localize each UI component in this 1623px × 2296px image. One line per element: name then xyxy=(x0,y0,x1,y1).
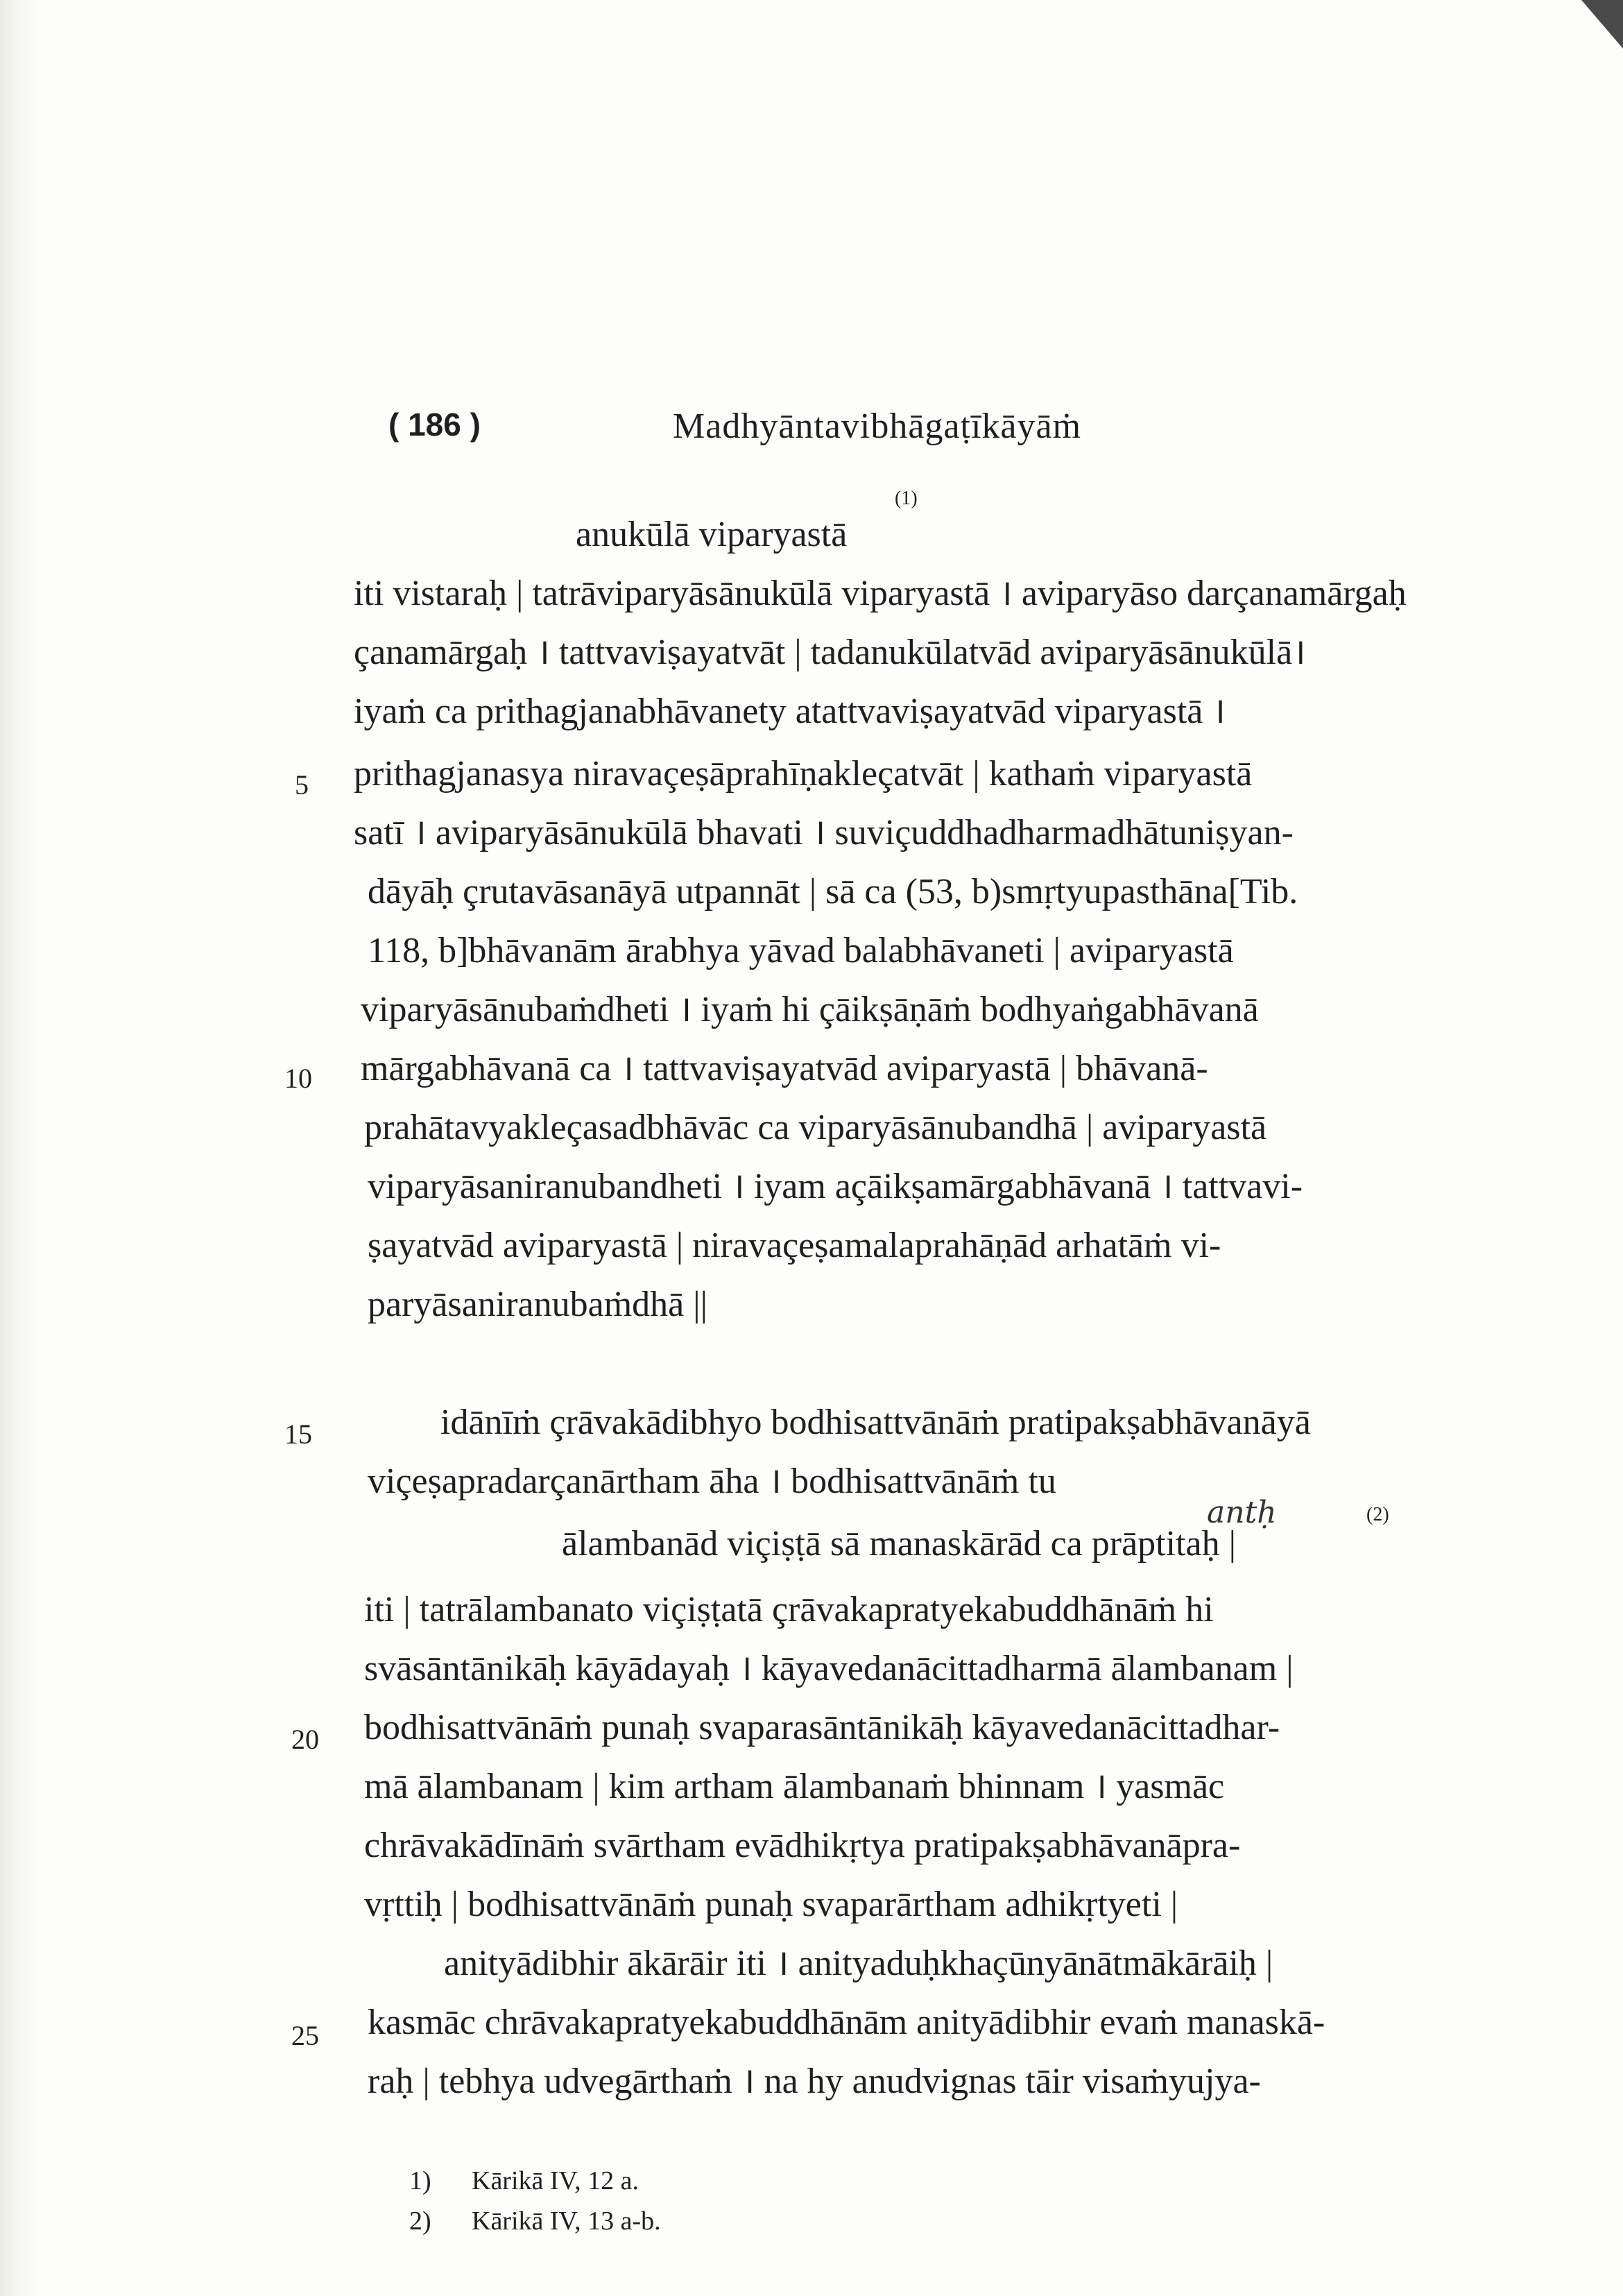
text-line: viçeṣapradarçanārtham āha । bodhisattvānāṁ tu xyxy=(368,1462,1056,1501)
footnote-number: 2) xyxy=(409,2207,431,2236)
text-line: mārgabhāvanā ca । tattvaviṣayatvād aviparyastā | bhāvanā- xyxy=(361,1049,1208,1088)
handwritten-note: antḥ xyxy=(1207,1495,1277,1530)
text-line: dāyāḥ çrutavāsanāyā utpannāt | sā ca (53, b)smṛtyupasthāna[Tib. xyxy=(368,872,1298,911)
text-line: viparyāsānubaṁdheti । iyaṁ hi çāikṣāṇāṁ bodhyaṅgabhāvanā xyxy=(361,990,1259,1029)
line-number: 20 xyxy=(291,1724,319,1755)
footnote-number: 1) xyxy=(409,2166,431,2195)
note-mark-2: (2) xyxy=(1366,1504,1389,1525)
footnote-text: Kārikā IV, 12 a. xyxy=(472,2166,639,2195)
text-line: ṣayatvād aviparyastā | niravaçeṣamalaprahāṇād arhatāṁ vi- xyxy=(368,1226,1221,1265)
line-number: 15 xyxy=(284,1419,312,1450)
text-line: paryāsaniranubaṁdhā || xyxy=(368,1285,708,1324)
text-line: iti | tatrālambanato viçiṣṭatā çrāvakapratyekabuddhānāṁ hi xyxy=(364,1590,1214,1629)
footnotes xyxy=(409,2168,661,2248)
line-number: 10 xyxy=(284,1063,312,1094)
page-number: ( 186 ) xyxy=(388,406,481,443)
footnote-text: Kārikā IV, 13 a-b. xyxy=(472,2207,661,2236)
text-line: viparyāsaniranubandheti । iyam açāikṣamārgabhāvanā । tattvavi- xyxy=(368,1167,1303,1206)
footnote xyxy=(409,2168,661,2208)
text-line: anityādibhir ākārāir iti । anityaduḥkhaçūnyānātmākārāiḥ | xyxy=(444,1944,1273,1983)
note-mark-1: (1) xyxy=(895,488,918,509)
text-line: raḥ | tebhya udvegārthaṁ । na hy anudvignas tāir visaṁyujya- xyxy=(368,2062,1261,2101)
text-line: svāsāntānikāḥ kāyādayaḥ । kāyavedanācittadharmā ālambanam | xyxy=(364,1649,1294,1688)
scan-corner xyxy=(1581,0,1623,49)
text-line: kasmāc chrāvakapratyekabuddhānām anityādibhir evaṁ manaskā- xyxy=(368,2003,1325,2042)
text-line: satī । aviparyāsānukūlā bhavati । suviçuddhadharmadhātuniṣyan- xyxy=(354,813,1294,853)
scan-shadow xyxy=(0,0,42,2296)
text-line: iyaṁ ca prithagjanabhāvanety atattvaviṣayatvād viparyastā । xyxy=(354,692,1226,731)
text-line: prahātavyakleçasadbhāvāc ca viparyāsānubandhā | aviparyastā xyxy=(364,1108,1267,1147)
text-line: çanamārgaḥ । tattvaviṣayatvāt | tadanukūlatvād aviparyāsānukūlā। xyxy=(354,633,1306,672)
text-line: bodhisattvānāṁ punaḥ svaparasāntānikāḥ kāyavedanācittadhar- xyxy=(364,1708,1280,1747)
text-line: 118, b]bhāvanām ārabhya yāvad balabhāvaneti | aviparyastā xyxy=(368,931,1234,970)
text-line: iti vistaraḥ | tatrāviparyāsānukūlā viparyastā । aviparyāso darçanamārgaḥ xyxy=(354,576,1407,613)
footnote xyxy=(409,2208,661,2248)
text-line: prithagjanasya niravaçeṣāprahīṇakleçatvāt | kathaṁ viparyastā xyxy=(354,754,1253,794)
page-header xyxy=(388,406,1470,454)
line-number: 25 xyxy=(291,2020,319,2051)
running-title: Madhyāntavibhāgaṭīkāyāṁ xyxy=(673,406,1082,446)
text-line: idānīṁ çrāvakādibhyo bodhisattvānāṁ pratipakṣabhāvanāyā xyxy=(440,1403,1311,1442)
text-line: vṛttiḥ | bodhisattvānāṁ punaḥ svaparārtham adhikṛtyeti | xyxy=(364,1885,1178,1924)
text-line: mā ālambanam | kim artham ālambanaṁ bhinnam । yasmāc xyxy=(364,1767,1225,1806)
text-line: chrāvakādīnāṁ svārtham evādhikṛtya pratipakṣabhāvanāpra- xyxy=(364,1826,1241,1865)
line-number: 5 xyxy=(295,769,309,800)
text-line: ālambanād viçiṣṭā sā manaskārād ca prāptitaḥ | xyxy=(562,1524,1236,1563)
text-line: anukūlā viparyastā xyxy=(576,515,848,554)
